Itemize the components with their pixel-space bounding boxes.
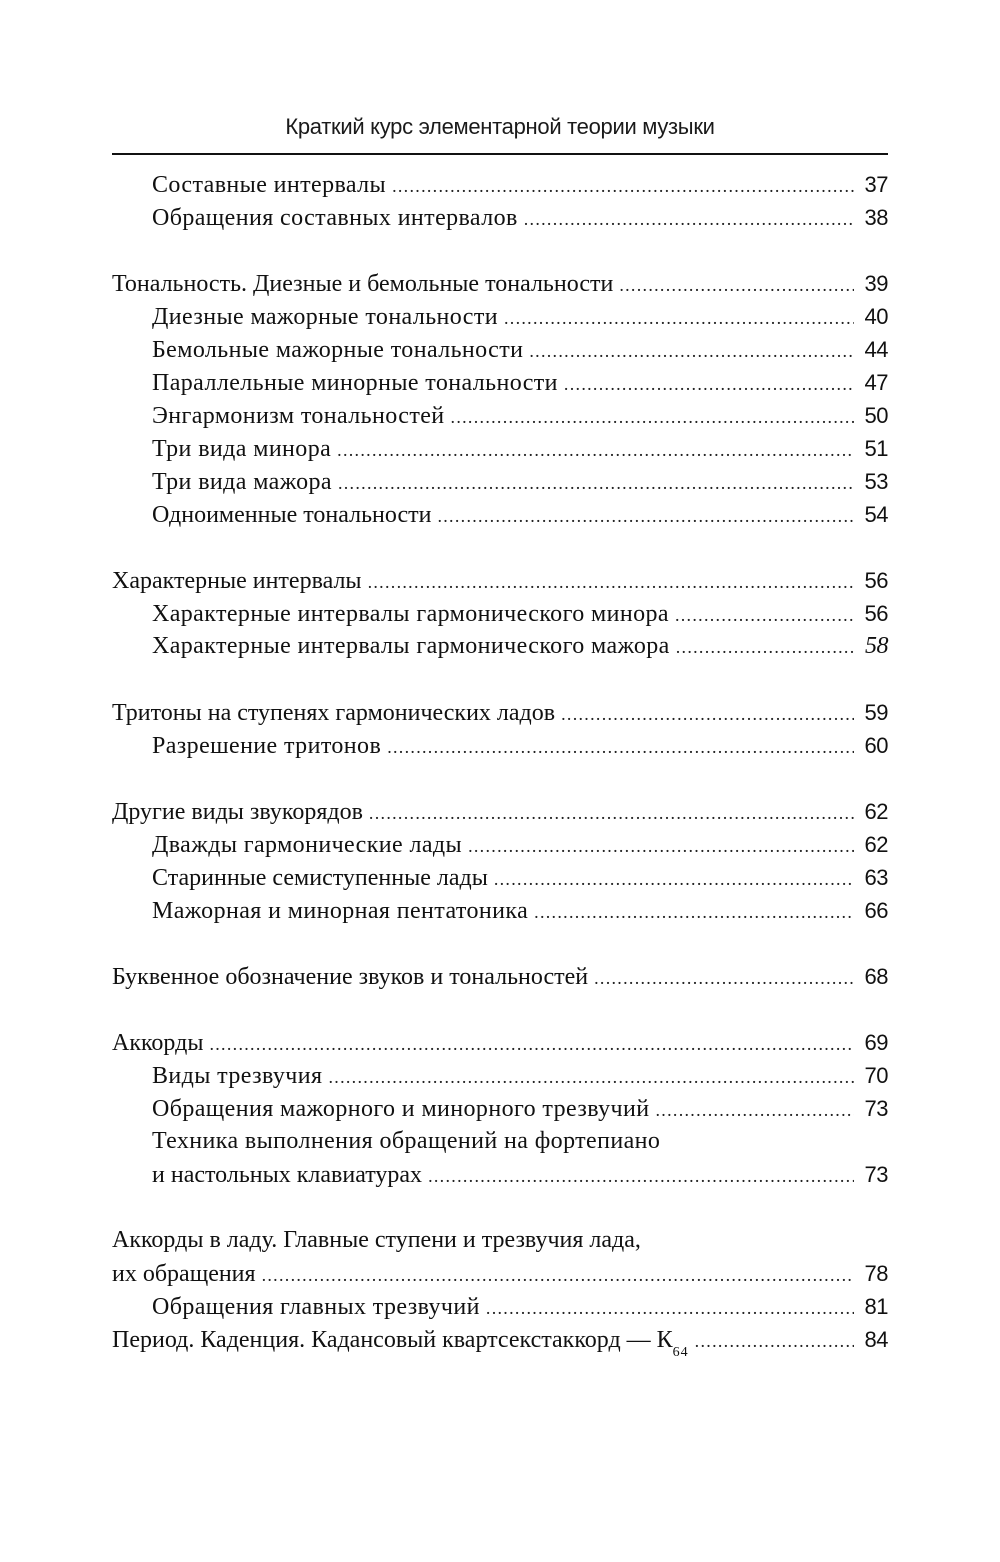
toc-entry-page: 58 — [865, 633, 888, 659]
leader-dots — [328, 1061, 854, 1094]
toc-entry[interactable] — [112, 1290, 888, 1323]
toc-entry-page: 50 — [864, 403, 888, 428]
toc-entry-title: Составные интервалы — [152, 172, 387, 198]
chord-subscript: 64 — [672, 1345, 689, 1360]
toc-entry[interactable] — [112, 201, 888, 234]
toc-entry-title: Характерные интервалы гармонического минора — [152, 601, 669, 627]
leader-dots — [695, 1325, 854, 1358]
toc-entry-page: 54 — [864, 502, 888, 527]
toc-entry-title: Три вида минора — [152, 436, 332, 462]
toc-entry-title: Обращения главных трезвучий — [152, 1294, 480, 1320]
toc-entry[interactable] — [112, 300, 888, 333]
leader-dots — [529, 335, 854, 368]
running-header: Краткий курс элементарной теории музыки — [285, 114, 715, 139]
leader-dots — [262, 1259, 854, 1292]
toc-entry-page: 56 — [864, 601, 888, 626]
toc-entry-page: 59 — [864, 700, 888, 725]
header-rule — [112, 153, 888, 155]
toc-section-title-text: Период. Каденция. Кадансовый квартсекстаккорд — К — [112, 1327, 673, 1353]
toc-section-title: Аккорды в ладу. Главные ступени и трезвучия лада, — [112, 1227, 641, 1253]
leader-dots — [337, 434, 854, 467]
toc-entry[interactable] — [112, 366, 888, 399]
toc-entry-page: 37 — [864, 172, 888, 197]
leader-dots — [338, 467, 854, 500]
toc-section-title: Буквенное обозначение звуков и тональностей — [112, 964, 589, 990]
leader-dots — [437, 500, 854, 533]
toc-section-title: Другие виды звукорядов — [112, 799, 363, 825]
toc-entry[interactable] — [112, 432, 888, 465]
toc-entry-page: 68 — [864, 964, 888, 989]
toc-entry[interactable] — [112, 729, 888, 762]
toc-entry-page: 81 — [864, 1294, 888, 1319]
leader-dots — [494, 863, 854, 896]
table-of-contents — [112, 168, 888, 1360]
toc-entry-title: Дважды гармонические лады — [152, 832, 463, 858]
toc-section-first-line[interactable] — [112, 1224, 888, 1257]
toc-section-title: Характерные интервалы — [112, 568, 362, 594]
toc-entry-page: 84 — [864, 1327, 888, 1352]
leader-dots — [468, 830, 854, 863]
toc-section-title: Аккорды — [112, 1030, 204, 1056]
toc-section[interactable] — [112, 267, 888, 300]
toc-entry-page: 44 — [864, 337, 888, 362]
leader-dots — [387, 731, 854, 764]
toc-entry-title: Обращения мажорного и минорного трезвучий — [152, 1096, 650, 1122]
toc-entry-page: 47 — [864, 370, 888, 395]
leader-dots — [368, 566, 854, 599]
toc-entry-page: 60 — [864, 733, 888, 758]
toc-entry[interactable] — [112, 597, 888, 630]
leader-dots — [619, 269, 854, 302]
toc-entry-page: 56 — [864, 568, 888, 593]
toc-entry-title-cont: и настольных клавиатурах — [152, 1162, 423, 1188]
toc-entry[interactable] — [112, 168, 888, 201]
toc-section-title-cont: их обращения — [112, 1261, 256, 1287]
toc-section[interactable] — [112, 960, 888, 993]
toc-entry[interactable] — [112, 894, 888, 927]
toc-entry-title: Виды трезвучия — [152, 1063, 323, 1089]
toc-entry[interactable] — [112, 465, 888, 498]
leader-dots — [675, 599, 854, 632]
toc-entry-title: Диезные мажорные тональности — [152, 304, 498, 330]
toc-entry[interactable] — [112, 399, 888, 432]
toc-entry-title: Параллельные минорные тональности — [152, 370, 558, 396]
toc-entry[interactable] — [112, 1059, 888, 1092]
toc-entry-page: 69 — [864, 1030, 888, 1055]
toc-section[interactable] — [112, 1026, 888, 1059]
toc-entry[interactable] — [112, 861, 888, 894]
leader-dots — [209, 1028, 854, 1061]
toc-entry-page: 63 — [864, 865, 888, 890]
toc-entry-page: 39 — [864, 271, 888, 296]
toc-entry-page: 38 — [864, 205, 888, 230]
toc-entry-first-line[interactable] — [112, 1125, 888, 1158]
toc-entry-title: Старинные семиступенные лады — [152, 865, 488, 891]
toc-entry[interactable] — [112, 333, 888, 366]
leader-dots — [428, 1160, 854, 1193]
toc-section[interactable] — [112, 795, 888, 828]
toc-entry-title: Бемольные мажорные тональности — [152, 337, 524, 363]
toc-entry-title: Техника выполнения обращений на фортепиано — [152, 1128, 661, 1154]
toc-section-title: Тритоны на ступенях гармонических ладов — [112, 700, 556, 726]
toc-entry-title: Обращения составных интервалов — [152, 205, 518, 231]
toc-section-title: Тональность. Диезные и бемольные тональности — [112, 271, 614, 297]
toc-entry-page: 40 — [864, 304, 888, 329]
toc-entry-page: 62 — [864, 832, 888, 857]
toc-section[interactable] — [112, 564, 888, 597]
leader-dots — [561, 698, 854, 731]
toc-section[interactable] — [112, 1323, 888, 1360]
toc-entry-title: Характерные интервалы гармонического мажора — [152, 633, 670, 659]
leader-dots — [392, 170, 854, 203]
leader-dots — [534, 896, 854, 929]
leader-dots — [451, 401, 854, 434]
leader-dots — [594, 962, 854, 995]
toc-entry-page: 70 — [864, 1063, 888, 1088]
toc-entry-page: 73 — [864, 1162, 888, 1187]
toc-entry-page: 73 — [864, 1096, 888, 1121]
toc-entry[interactable] — [112, 1092, 888, 1125]
toc-entry-page: 53 — [864, 469, 888, 494]
toc-section-continuation[interactable] — [112, 1257, 888, 1290]
toc-section[interactable] — [112, 696, 888, 729]
toc-entry-title: Мажорная и минорная пентатоника — [152, 898, 529, 924]
toc-entry-page: 66 — [864, 898, 888, 923]
toc-entry-page: 62 — [864, 799, 888, 824]
toc-entry-title: Одноименные тональности — [152, 502, 432, 528]
toc-entry-continuation[interactable] — [112, 1158, 888, 1191]
toc-entry[interactable] — [112, 630, 888, 663]
toc-entry[interactable] — [112, 828, 888, 861]
toc-entry-title: Энгармонизм тональностей — [152, 403, 445, 429]
toc-entry-title: Разрешение тритонов — [152, 733, 382, 759]
toc-entry-page: 78 — [864, 1261, 888, 1286]
toc-entry-page: 51 — [864, 436, 888, 461]
leader-dots — [504, 302, 854, 335]
toc-section-title — [112, 1324, 689, 1369]
leader-dots — [564, 368, 854, 401]
leader-dots — [524, 203, 854, 236]
leader-dots — [369, 797, 854, 830]
leader-dots — [486, 1292, 854, 1325]
leader-dots — [676, 631, 854, 664]
toc-entry-title: Три вида мажора — [152, 469, 332, 495]
toc-entry[interactable] — [112, 498, 888, 531]
leader-dots — [656, 1094, 855, 1127]
